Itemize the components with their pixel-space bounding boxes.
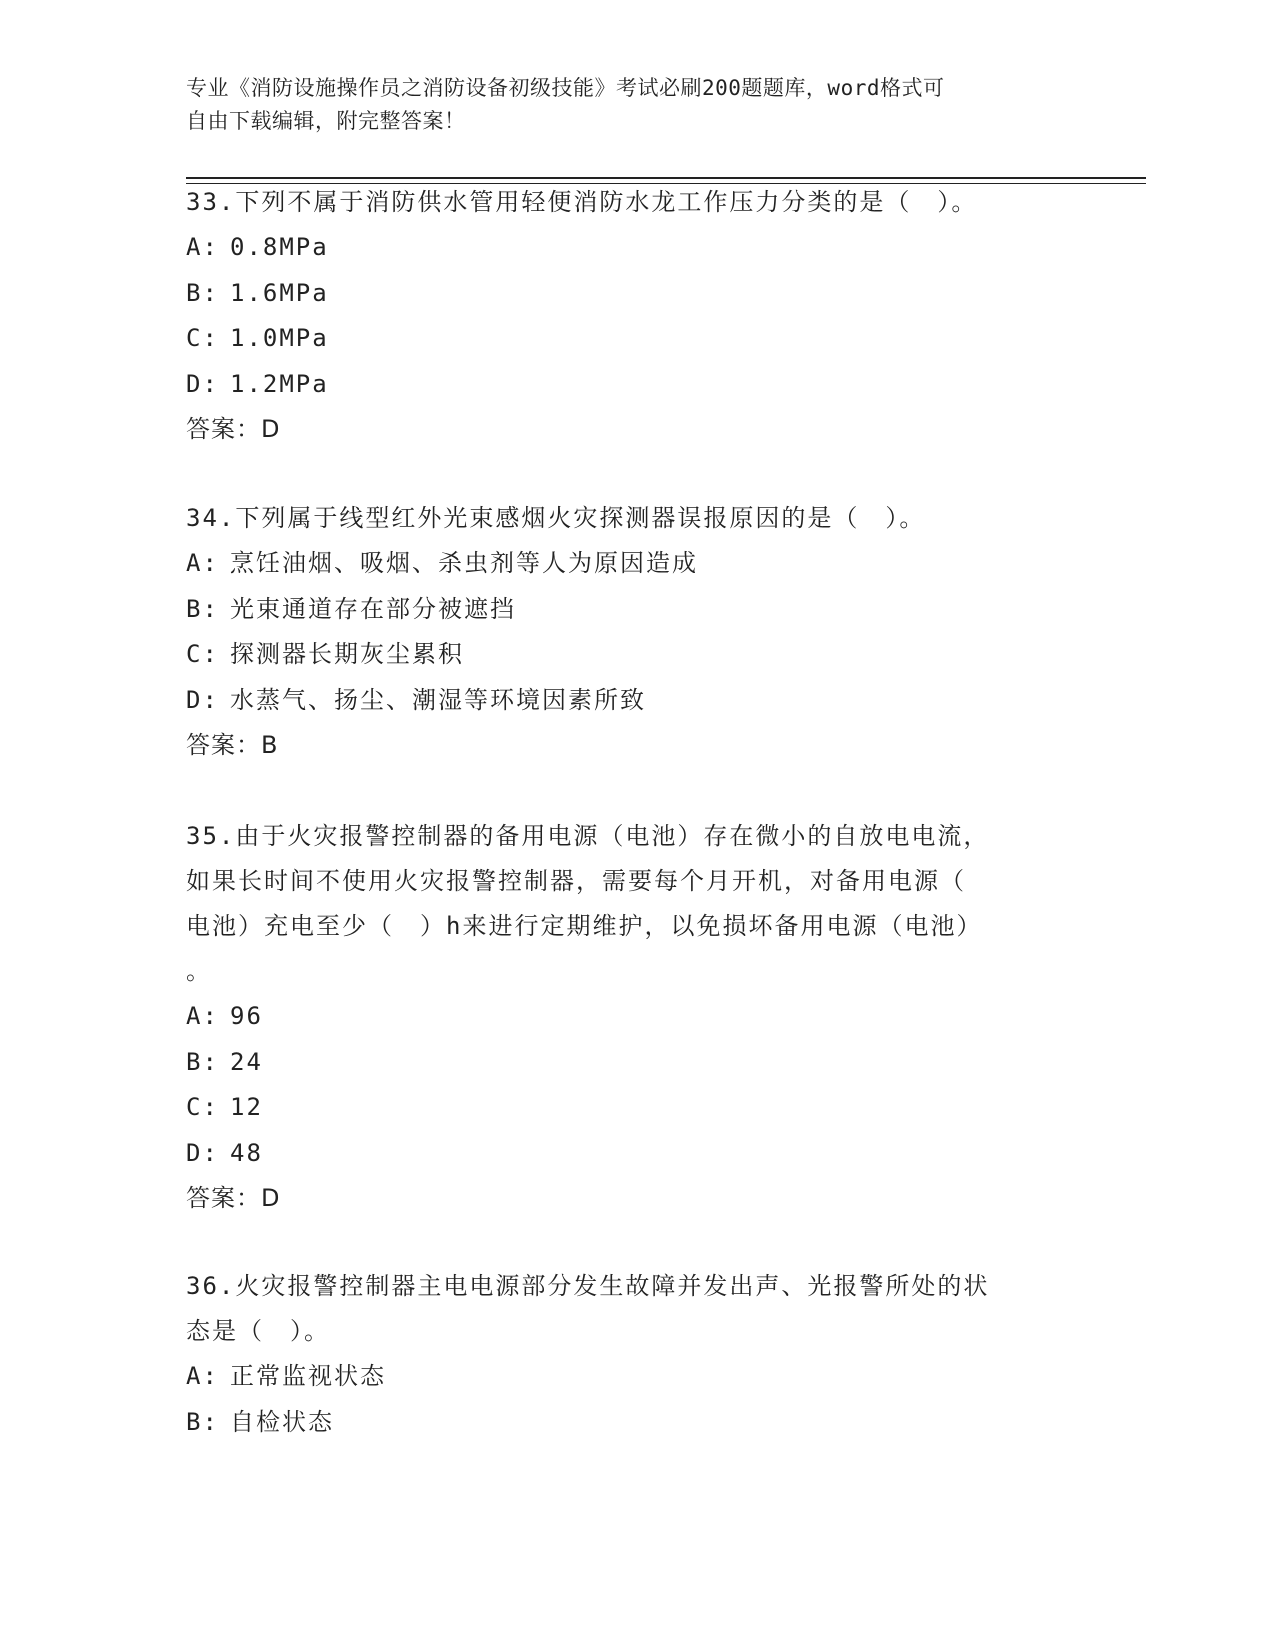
question-text-line: 34.下列属于线型红外光束感烟火灾探测器误报原因的是（ ）。 — [186, 504, 926, 532]
option-letter: B: — [186, 1407, 219, 1436]
option-letter: D: — [186, 685, 219, 714]
option-text: 12 — [230, 1093, 263, 1121]
option-letter: B: — [186, 594, 219, 623]
option-text: 48 — [230, 1138, 263, 1167]
option-letter: B: — [186, 278, 219, 307]
option-b — [186, 1040, 1086, 1086]
option-text: 探测器长期灰尘累积 — [230, 640, 464, 668]
option-d — [186, 1131, 1086, 1177]
option-a — [186, 541, 1086, 587]
option-letter: A: — [186, 1362, 219, 1390]
option-b — [186, 587, 1086, 633]
option-text: 0.8MPa — [230, 233, 329, 261]
option-letter: A: — [186, 1002, 219, 1030]
question-35 — [186, 814, 1086, 1221]
question-text-line: 电池）充电至少（ ）h来进行定期维护，以免损坏备用电源（电池） — [186, 912, 983, 940]
question-text-line: 如果长时间不使用火灾报警控制器，需要每个月开机，对备用电源（ — [186, 867, 966, 895]
option-text: 正常监视状态 — [230, 1362, 386, 1390]
option-a — [186, 225, 1086, 271]
question-33 — [186, 180, 1086, 452]
header-line-2: 自由下载编辑，附完整答案！ — [186, 109, 466, 133]
option-text: 1.2MPa — [230, 369, 329, 398]
answer-line: 答案：D — [186, 1184, 281, 1212]
option-text: 1.6MPa — [230, 278, 329, 307]
option-letter: D: — [186, 369, 219, 398]
question-text-line: 。 — [186, 957, 212, 985]
header-line-1: 专业《消防设施操作员之消防设备初级技能》考试必刷200题题库，word格式可 — [186, 76, 945, 100]
question-36 — [186, 1264, 1086, 1445]
question-text-line: 态是（ ）。 — [186, 1317, 330, 1345]
option-letter: C: — [186, 1093, 219, 1121]
option-c — [186, 1085, 1086, 1131]
option-text: 烹饪油烟、吸烟、杀虫剂等人为原因造成 — [230, 549, 698, 577]
option-d — [186, 362, 1086, 408]
option-a — [186, 1354, 1086, 1400]
option-letter: C: — [186, 640, 219, 668]
document-header — [186, 72, 1066, 138]
question-text-line: 33.下列不属于消防供水管用轻便消防水龙工作压力分类的是（ ）。 — [186, 188, 978, 216]
option-letter: A: — [186, 549, 219, 577]
option-c — [186, 632, 1086, 678]
option-b — [186, 1400, 1086, 1446]
option-text: 水蒸气、扬尘、潮湿等环境因素所致 — [230, 685, 646, 714]
option-d — [186, 678, 1086, 724]
answer-line: 答案：B — [186, 731, 279, 759]
header-divider-thick — [186, 177, 1146, 179]
option-letter: A: — [186, 233, 219, 261]
option-letter: C: — [186, 324, 219, 352]
option-text: 自检状态 — [230, 1407, 334, 1436]
option-c — [186, 316, 1086, 362]
answer-line: 答案：D — [186, 415, 281, 443]
question-text-line: 35.由于火灾报警控制器的备用电源（电池）存在微小的自放电电流， — [186, 822, 990, 850]
question-34 — [186, 496, 1086, 768]
option-text: 1.0MPa — [230, 324, 329, 352]
option-text: 光束通道存在部分被遮挡 — [230, 594, 516, 623]
option-text: 24 — [230, 1047, 263, 1076]
option-letter: B: — [186, 1047, 219, 1076]
question-text-line: 36.火灾报警控制器主电电源部分发生故障并发出声、光报警所处的状 — [186, 1272, 990, 1300]
option-text: 96 — [230, 1002, 263, 1030]
option-b — [186, 271, 1086, 317]
option-letter: D: — [186, 1138, 219, 1167]
option-a — [186, 994, 1086, 1040]
